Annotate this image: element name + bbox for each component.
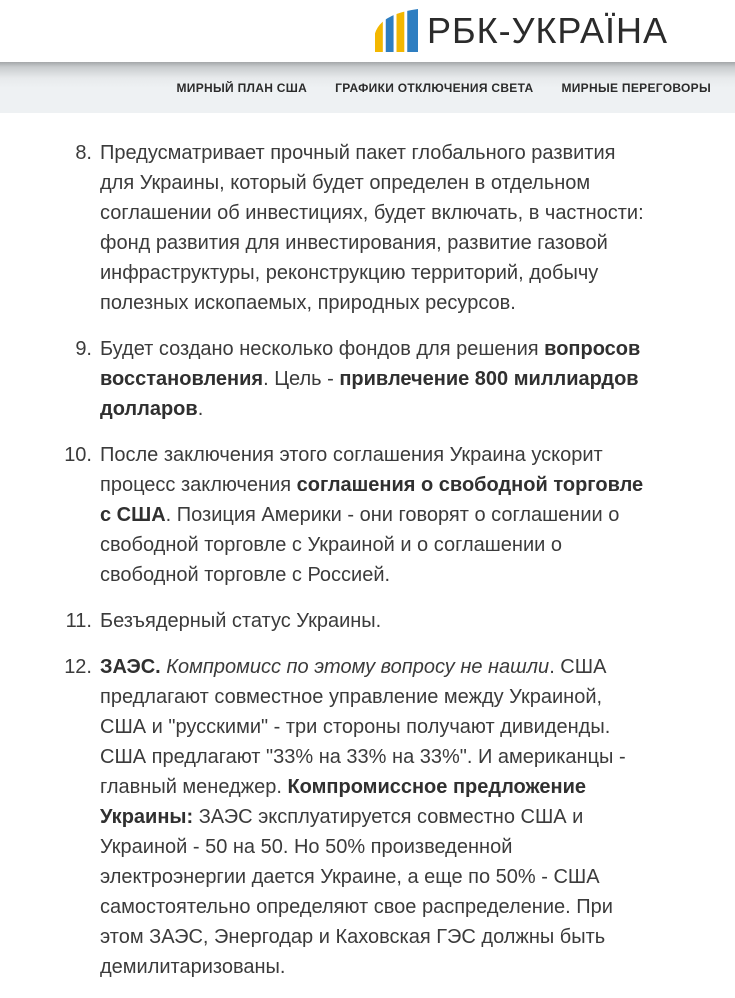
nav-item-peace-talks[interactable]: МИРНЫЕ ПЕРЕГОВОРЫ [561, 80, 711, 95]
text-run: . Позиция Америки - они говорят о соглашении о свободной торговле с Украиной и о соглашении о свободной торговле с Россией. [100, 504, 620, 586]
text-run: Предусматривает прочный пакет глобального развития для Украины, который будет определен в отдельном соглашении об инвестициях, будет включать, в частности: фонд развития для инвестирования, развитие газовой инфраструктуры, реконструкцию территорий, добычу полезных ископаемых, природных ресурсов. [100, 142, 644, 314]
text-run: После заключения этого соглашения Украина ускорит процесс заключения [100, 444, 603, 496]
list-item-number: 9. [75, 338, 92, 360]
text-run: . Цель - [263, 368, 340, 390]
list-item-text [100, 606, 650, 636]
text-run: привлечение 800 миллиардов долларов [100, 368, 639, 420]
list-item [0, 440, 735, 590]
text-run: Компромиссное предложение Украины: [100, 776, 587, 828]
nav-item-blackout-schedules[interactable]: ГРАФИКИ ОТКЛЮЧЕНИЯ СВЕТА [335, 80, 534, 95]
list-item [0, 138, 735, 318]
list-item [0, 606, 735, 636]
list-item-text [100, 440, 650, 590]
site-logo[interactable] [375, 9, 668, 52]
nav-item-peace-plan[interactable]: МИРНЫЙ ПЛАН США [176, 80, 308, 95]
text-run: соглашения о свободной торговле с США [100, 474, 644, 526]
list-item-number: 12. [64, 656, 92, 678]
site-header [0, 0, 735, 62]
list-item [0, 652, 735, 982]
list-item-text [100, 334, 650, 424]
list-item-number: 8. [75, 142, 92, 164]
text-run: . [197, 398, 204, 420]
text-run: ЗАЭС. [100, 656, 161, 678]
site-logo-text: РБК-УКРАЇНА [427, 10, 669, 51]
text-run: Безъядерный статус Украины. [100, 610, 382, 632]
text-run: вопросов восстановления [100, 338, 641, 390]
text-run: ЗАЭС эксплуатируется совместно США и Украиной - 50 на 50. Но 50% произведенной электроэнергии дается Украине, а еще по 50% - США самостоятельно определяют свое распределение. При этом ЗАЭС, Энергодар и Каховская ГЭС должны быть демилитаризованы. [100, 806, 613, 978]
article-list [0, 138, 735, 982]
article-content [0, 113, 735, 982]
list-item-number: 10. [64, 444, 92, 466]
list-item-number: 11. [65, 610, 92, 632]
list-item-text [100, 138, 650, 318]
list-item-text [100, 652, 650, 982]
text-run: Компромисс по этому вопросу не нашли [166, 656, 550, 678]
top-nav [0, 62, 735, 113]
rbc-bars-icon [375, 9, 418, 52]
text-run: Будет создано несколько фондов для решения [100, 338, 545, 360]
text-run: . США предлагают совместное управление между Украиной, США и "русскими" - три стороны получают дивиденды. США предлагают "33% на 33% на 33%". И американцы - главный менеджер. [100, 656, 626, 798]
list-item [0, 334, 735, 424]
